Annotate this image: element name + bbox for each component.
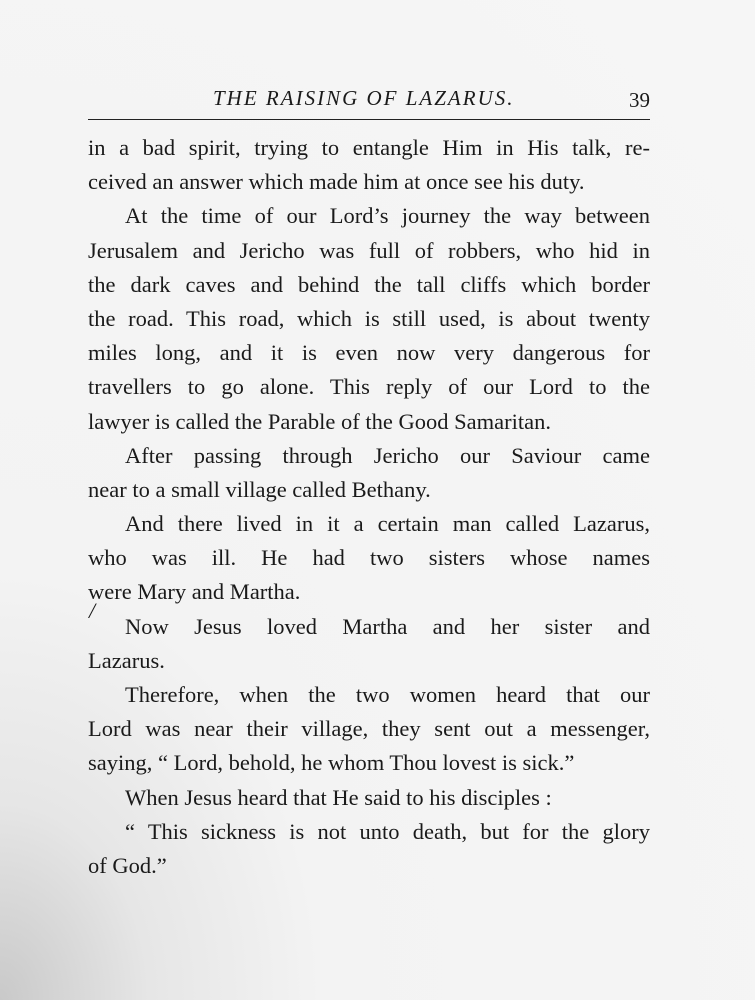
text-line: near to a small village called Bethany.: [88, 476, 431, 502]
text-line: Therefore, when the two women heard that our: [125, 682, 650, 707]
text-line: After passing through Jericho our Saviour came: [125, 442, 650, 468]
margin-mark: /: [89, 598, 96, 623]
text-line: At the time of our Lord’s journey the way between: [125, 203, 650, 229]
running-head: [88, 86, 650, 116]
text-line: Jerusalem and Jericho was full of robbers, who hid in: [88, 237, 650, 263]
text-line: who was ill. He had two sisters whose names: [88, 545, 650, 571]
text-line: travellers to go alone. This reply of our Lord to the: [88, 374, 650, 400]
page-number: 39: [629, 88, 650, 112]
text-line: “ This sickness is not unto death, but for the glory: [125, 818, 650, 844]
text-line: Now Jesus loved Martha and her sister and: [125, 613, 650, 639]
text-line: of God.”: [88, 852, 167, 878]
text-line: And there lived in it a certain man called Lazarus,: [125, 511, 650, 537]
body-text: [88, 131, 650, 883]
text-line: Lord was near their village, they sent out a messenger,: [88, 716, 650, 742]
text-line: ceived an answer which made him at once see his duty.: [88, 169, 585, 195]
text-line: were Mary and Martha.: [88, 579, 301, 605]
text-line: saying, “ Lord, behold, he whom Thou lovest is sick.”: [88, 750, 575, 776]
text-line: in a bad spirit, trying to entangle Him in His talk, re-: [88, 135, 650, 160]
text-line: miles long, and it is even now very dangerous for: [88, 340, 650, 366]
text-line: the dark caves and behind the tall cliffs which border: [88, 271, 650, 297]
text-line: the road. This road, which is still used, is about twenty: [88, 305, 650, 331]
header-rule: [88, 119, 650, 120]
text-line: Lazarus.: [88, 647, 165, 673]
running-title: THE RAISING OF LAZARUS.: [213, 86, 515, 110]
text-line: lawyer is called the Parable of the Good Samaritan.: [88, 408, 551, 434]
text-line: When Jesus heard that He said to his disciples :: [125, 784, 552, 810]
